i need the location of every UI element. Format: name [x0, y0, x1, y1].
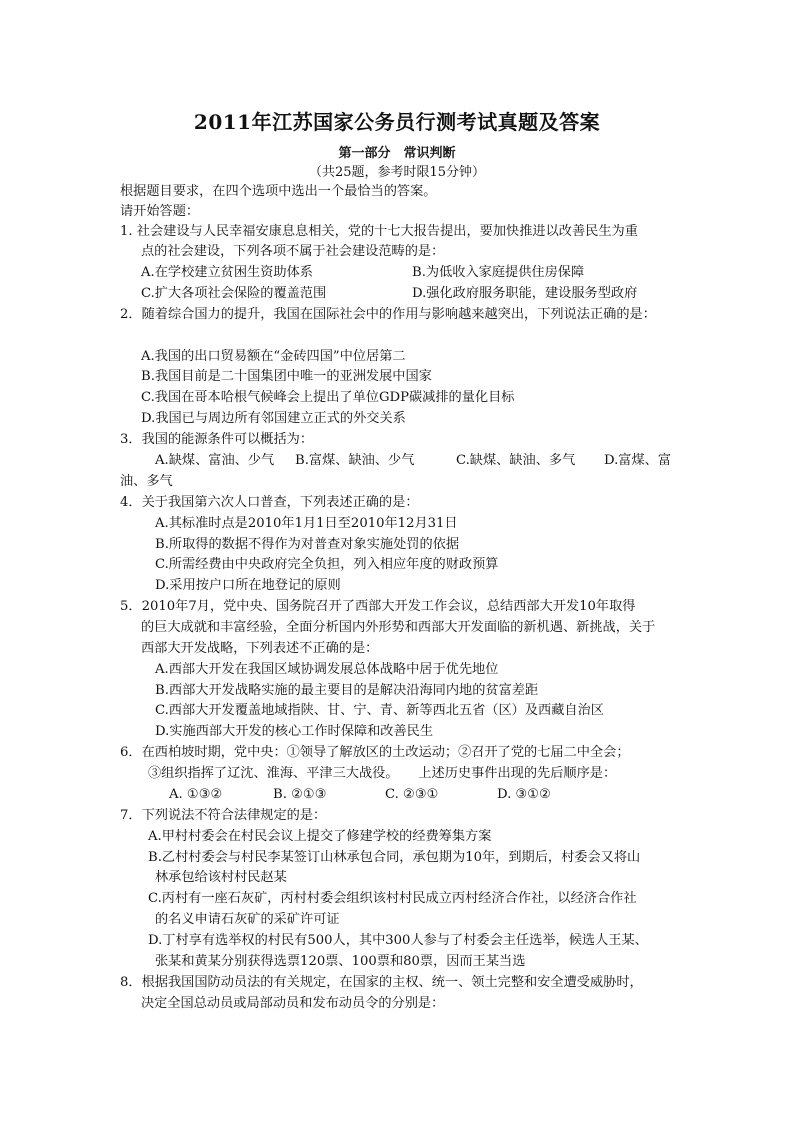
question-4-stem: 4．关于我国第六次人口普查，下列表述正确的是： — [120, 495, 419, 510]
instruction-line: 请开始答题： — [120, 204, 200, 219]
question-6-option-b: B. ②①③ — [273, 787, 327, 802]
question-4-option-c: C.所需经费由中央政府完全负担，列入相应年度的财政预算 — [155, 557, 499, 572]
question-2-option-a: A.我国的出口贸易额在“金砖四国”中位居第二 — [141, 349, 406, 364]
question-7-option-d: D.丁村享有选举权的村民有500人，其中300人参与了村委会主任选举，候选人王某、 — [148, 933, 648, 948]
question-7-option-b: 林承包给该村村民赵某 — [155, 870, 287, 885]
question-6-option-d: D. ③①② — [497, 787, 551, 802]
question-7-option-a: A.甲村村委会在村民会议上提交了修建学校的经费筹集方案 — [148, 829, 492, 844]
question-7-option-d: 张某和黄某分别获得选票120票、100票和80票，因而王某当选 — [155, 954, 526, 969]
page-title: 2011年江苏国家公务员行测考试真题及答案 — [193, 110, 601, 134]
question-2-option-d: D.我国已与周边所有邻国建立正式的外交关系 — [141, 411, 406, 426]
question-3-option-d: 油、多气 — [120, 474, 173, 489]
question-1-option-b: B.为低收入家庭提供住房保障 — [412, 265, 585, 280]
question-8-stem: 8．根据我国国防动员法的有关规定，在国家的主权、统一、领土完整和安全遭受威胁时， — [120, 975, 643, 990]
question-2-option-b: B.我国目前是二十国集团中唯一的亚洲发展中国家 — [141, 369, 432, 384]
question-2-stem: 2．随着综合国力的提升，我国在国际社会中的作用与影响越来越突出，下列说法正确的是： — [120, 307, 656, 322]
question-5-option-b: B.西部大开发战略实施的最主要目的是解决沿海同内地的贫富差距 — [155, 683, 539, 698]
question-1-option-a: A.在学校建立贫困生资助体系 — [141, 265, 313, 280]
question-3-option-c: C.缺煤、缺油、多气 — [456, 453, 576, 468]
instruction-line: 根据题目要求，在四个选项中选出一个最恰当的答案。 — [120, 184, 437, 199]
question-6-stem: ③组织指挥了辽沈、淮海、平津三大战役。 上述历史事件出现的先后顺序是： — [148, 766, 617, 781]
question-6-option-c: C. ②③① — [385, 787, 439, 802]
question-7-option-c: 的名义申请石灰矿的采矿许可证 — [155, 912, 340, 927]
question-3-option-d: D.富煤、富 — [604, 453, 672, 468]
question-7-option-b: B.乙村村委会与村民李某签订山林承包合同，承包期为10年，到期后，村委会又将山 — [148, 850, 641, 865]
question-1-stem: 1. 社会建设与人民幸福安康息息相关，党的十七大报告提出，要加快推进以改善民生为重 — [120, 224, 638, 239]
question-5-stem: 的巨大成就和丰富经验，全面分析国内外形势和西部大开发面临的新机遇、新挑战，关于 — [141, 620, 656, 635]
section-heading: 第一部分 常识判断 — [338, 146, 456, 161]
question-6-option-a: A. ①③② — [169, 787, 223, 802]
question-3-stem: 3．我国的能源条件可以概括为： — [120, 432, 314, 447]
question-8-stem: 决定全国总动员或局部动员和发布动员令的分别是： — [141, 996, 445, 1011]
question-5-option-a: A.西部大开发在我国区域协调发展总体战略中居于优先地位 — [155, 662, 499, 677]
question-1-option-d: D.强化政府服务职能，建设服务型政府 — [412, 286, 638, 301]
question-5-option-c: C.西部大开发覆盖地域指陕、甘、宁、青、新等西北五省（区）及西藏自治区 — [155, 703, 604, 718]
question-4-option-b: B.所取得的数据不得作为对普查对象实施处罚的依据 — [155, 537, 460, 552]
question-4-option-a: A.其标准时点是2010年1月1日至2010年12月31日 — [155, 516, 458, 531]
question-1-stem: 点的社会建设，下列各项不属于社会建设范畴的是： — [141, 244, 445, 259]
section-note: （共25题，参考时限15分钟） — [308, 165, 486, 180]
question-2-option-c: C.我国在哥本哈根气候峰会上提出了单位GDP碳减排的量化目标 — [141, 390, 515, 405]
question-1-option-c: C.扩大各项社会保险的覆盖范围 — [141, 286, 327, 301]
question-5-stem: 西部大开发战略，下列表述不正确的是： — [141, 641, 379, 656]
question-5-option-d: D.实施西部大开发的核心工作时保障和改善民生 — [155, 724, 434, 739]
question-7-option-c: C.丙村有一座石灰矿，丙村村委会组织该村村民成立丙村经济合作社，以经济合作社 — [148, 891, 637, 906]
question-6-stem: 6．在西柏坡时期，党中央：①领导了解放区的土改运动；②召开了党的七届二中全会； — [120, 745, 630, 760]
question-3-option-a: A.缺煤、富油、少气 — [155, 453, 275, 468]
question-7-stem: 7．下列说法不符合法律规定的是： — [120, 808, 327, 823]
question-4-option-d: D.采用按户口所在地登记的原则 — [155, 578, 341, 593]
question-3-option-b: B.富煤、缺油、少气 — [295, 453, 415, 468]
question-5-stem: 5．2010年7月，党中央、国务院召开了西部大开发工作会议，总结西部大开发10年取得 — [120, 599, 636, 614]
